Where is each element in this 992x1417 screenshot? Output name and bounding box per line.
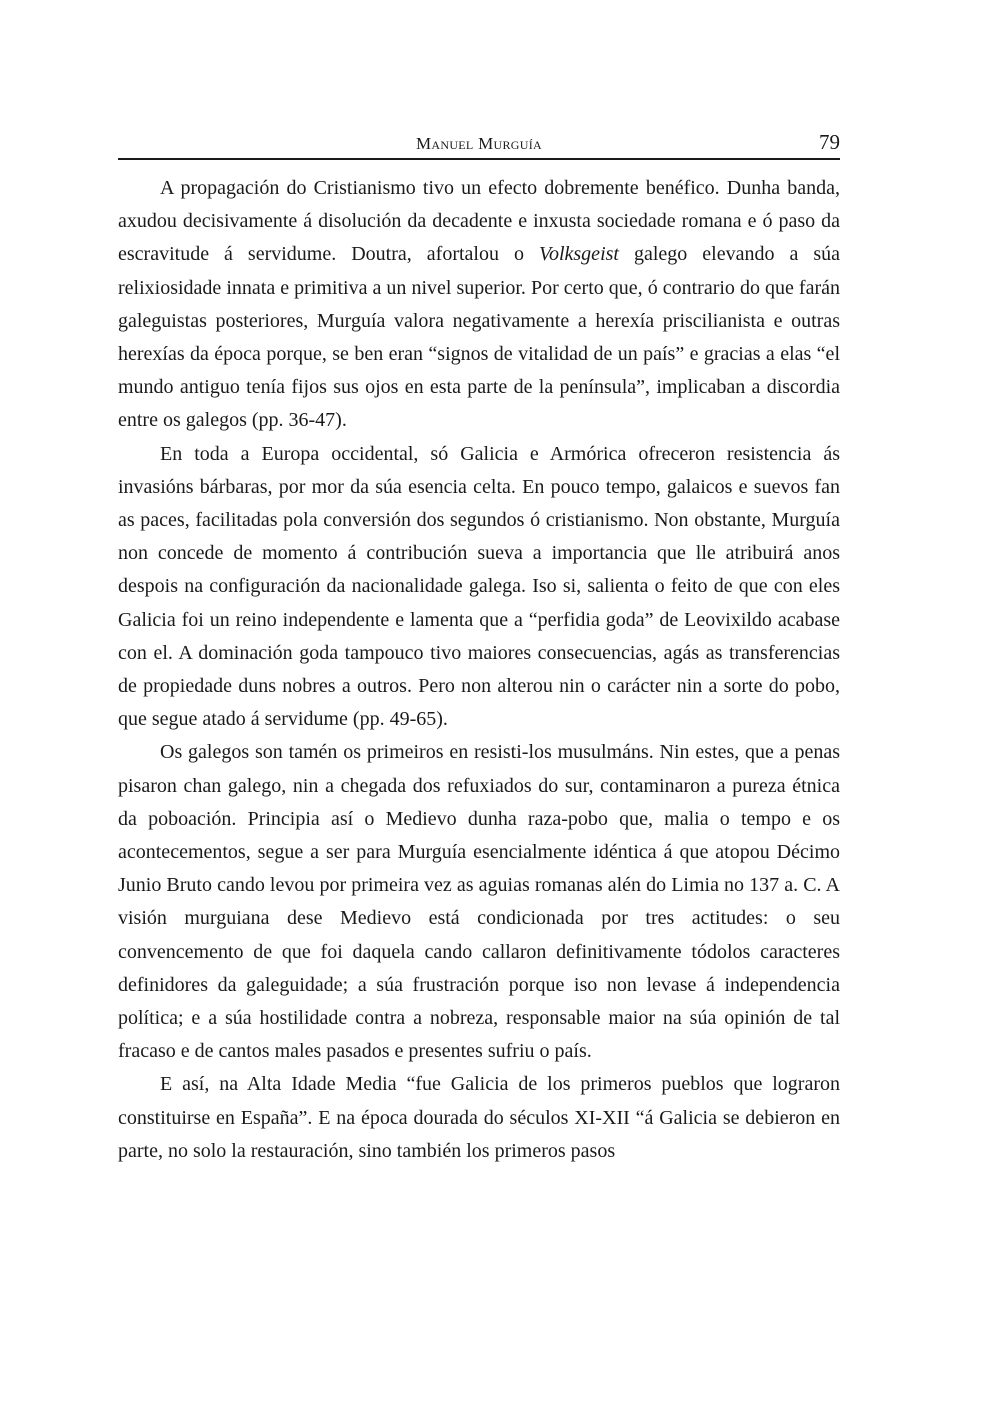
paragraph-1-italic-term: Volksgeist [538, 243, 619, 266]
paragraph-1 [118, 172, 840, 438]
page-number: 79 [819, 130, 840, 154]
paragraph-4: E así, na Alta Idade Media “fue Galicia de los primeros pueblos que lograron constituirse en España”. E na época dourada do séculos XI-XII “á Galicia se debieron en parte, no solo la restauración, sino también los primeros pasos [118, 1073, 840, 1162]
running-head-title: Manuel Murguía [415, 134, 542, 153]
body-text [118, 172, 840, 1168]
paragraph-1-text-after: galego elevando a súa relixiosidade innata e primitiva a un nivel superior. Por certo que, ó contrario do que farán galeguistas posteriores, Murguía valora negativamente a herexía priscilianista e outras herexías da época porque, se ben eran “signos de vitalidad de un país” e gracias a elas “el mundo antiguo tenía fijos sus ojos en esta parte de la península”, implicaban a discordia entre os galegos (pp. 36-47). [118, 243, 840, 432]
header-rule [118, 158, 840, 160]
paragraph-1-text-before: A propagación do Cristianismo tivo un efecto dobremente benéfico. Dunha banda, axudou decisivamente á disolución da decadente e inxusta sociedade romana e ó paso da escravitude á servidume. Doutra, afortalou o [118, 177, 840, 266]
running-header [118, 126, 840, 160]
paragraph-2: En toda a Europa occidental, só Galicia e Armórica ofreceron resistencia ás invasións bárbaras, por mor da súa esencia celta. En pouco tempo, galaicos e suevos fan as paces, facilitadas pola conversión dos segundos ó cristianismo. Non obstante, Murguía non concede de momento á contribución sueva a importancia que lle atribuirá anos despois na configuración da nacionalidade galega. Iso si, salienta o feito de que con eles Galicia foi un reino independente e lamenta que a “perfidia goda” de Leovixildo acabase con el. A dominación goda tampouco tivo maiores consecuencias, agás as transferencias de propiedade duns nobres a outros. Pero non alterou nin o carácter nin a sorte do pobo, que segue atado á servidume (pp. 49-65). [118, 442, 840, 731]
paragraph-3: Os galegos son tamén os primeiros en resisti-los musulmáns. Nin estes, que a penas pisaron chan galego, nin a chegada dos refuxiados do sur, contaminaron a pureza étnica da poboación. Principia así o Medievo dunha raza-pobo que, malia o tempo e os acontecementos, segue a ser para Murguía esencialmente idéntica á que atopou Décimo Junio Bruto cando levou por primeira vez as aguias romanas alén do Limia no 137 a. C. A visión murguiana dese Medievo está condicionada por tres actitudes: o seu convencemento de que foi daquela cando callaron definitivamente tódolos caracteres definidores da galeguidade; a súa frustración porque iso non levase á independencia política; e a súa hostilidade contra a nobreza, responsable maior na súa opinión de tal fracaso e de cantos males pasados e presentes sufriu o país. [118, 741, 840, 1063]
